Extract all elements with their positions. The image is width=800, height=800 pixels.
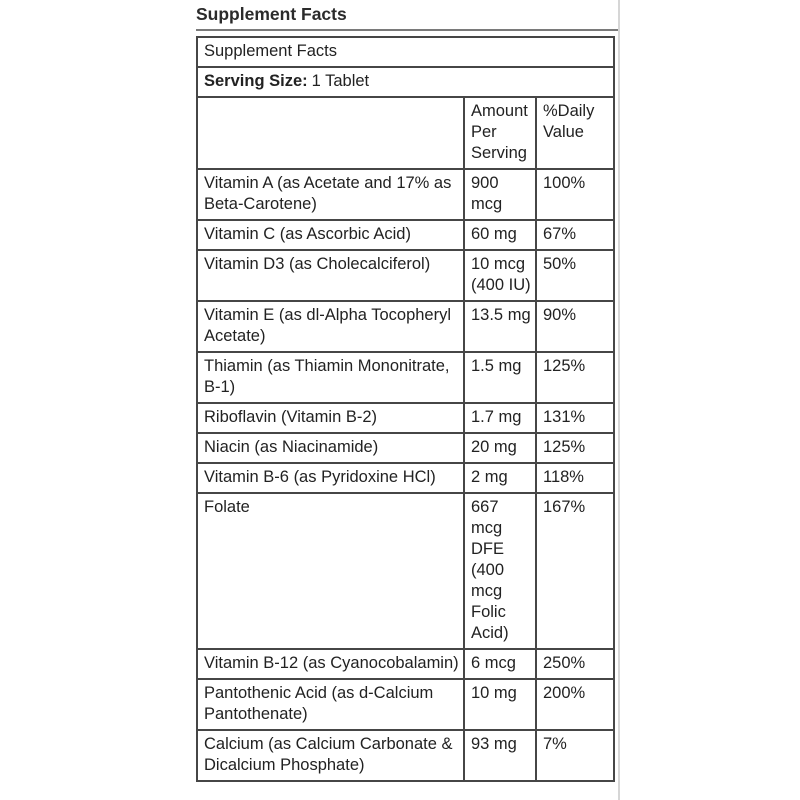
serving-size-value: 1 Tablet — [311, 72, 370, 90]
nutrient-name: Folate — [197, 493, 464, 649]
column-header-nutrient — [197, 97, 464, 169]
amount-per-serving: 10 mcg (400 IU) — [464, 250, 536, 301]
daily-value: 200% — [536, 679, 614, 730]
daily-value: 50% — [536, 250, 614, 301]
amount-per-serving: 667 mcg DFE (400 mcg Folic Acid) — [464, 493, 536, 649]
nutrient-name: Vitamin D3 (as Cholecalciferol) — [197, 250, 464, 301]
daily-value: 125% — [536, 352, 614, 403]
page-title: Supplement Facts — [196, 4, 347, 24]
amount-per-serving: 60 mg — [464, 220, 536, 250]
nutrient-name: Calcium (as Calcium Carbonate & Dicalcium Phosphate) — [197, 730, 464, 781]
table-row — [197, 169, 614, 220]
nutrient-name: Riboflavin (Vitamin B-2) — [197, 403, 464, 433]
daily-value: 167% — [536, 493, 614, 649]
table-row — [197, 679, 614, 730]
title-divider — [196, 29, 618, 31]
serving-size-cell — [197, 67, 614, 97]
daily-value: 90% — [536, 301, 614, 352]
table-row — [197, 403, 614, 433]
daily-value: 131% — [536, 403, 614, 433]
daily-value: 100% — [536, 169, 614, 220]
serving-size-row — [197, 67, 614, 97]
table-title-row — [197, 37, 614, 67]
nutrient-name: Niacin (as Niacinamide) — [197, 433, 464, 463]
nutrient-name: Vitamin B-12 (as Cyanocobalamin) — [197, 649, 464, 679]
table-row — [197, 352, 614, 403]
amount-per-serving: 10 mg — [464, 679, 536, 730]
nutrient-name: Vitamin E (as dl-Alpha Tocopheryl Acetate) — [197, 301, 464, 352]
table-row — [197, 220, 614, 250]
supplement-facts-table — [196, 36, 615, 782]
table-row — [197, 433, 614, 463]
amount-per-serving: 900 mcg — [464, 169, 536, 220]
amount-per-serving: 1.5 mg — [464, 352, 536, 403]
daily-value: 125% — [536, 433, 614, 463]
daily-value: 250% — [536, 649, 614, 679]
column-header-dv: %Daily Value — [536, 97, 614, 169]
column-header-amount: Amount Per Serving — [464, 97, 536, 169]
table-row — [197, 493, 614, 649]
content-column — [196, 0, 620, 800]
table-row — [197, 301, 614, 352]
column-header-row — [197, 97, 614, 169]
nutrient-name: Vitamin A (as Acetate and 17% as Beta-Carotene) — [197, 169, 464, 220]
nutrient-name: Vitamin B-6 (as Pyridoxine HCl) — [197, 463, 464, 493]
nutrient-name: Pantothenic Acid (as d-Calcium Pantothenate) — [197, 679, 464, 730]
table-title: Supplement Facts — [197, 37, 614, 67]
amount-per-serving: 13.5 mg — [464, 301, 536, 352]
nutrient-name: Vitamin C (as Ascorbic Acid) — [197, 220, 464, 250]
daily-value: 7% — [536, 730, 614, 781]
serving-size-label: Serving Size: — [204, 72, 308, 90]
amount-per-serving: 6 mcg — [464, 649, 536, 679]
amount-per-serving: 1.7 mg — [464, 403, 536, 433]
table-row — [197, 250, 614, 301]
supplement-facts-body — [197, 37, 614, 781]
nutrient-name: Thiamin (as Thiamin Mononitrate, B-1) — [197, 352, 464, 403]
table-row — [197, 730, 614, 781]
amount-per-serving: 20 mg — [464, 433, 536, 463]
daily-value: 67% — [536, 220, 614, 250]
amount-per-serving: 93 mg — [464, 730, 536, 781]
amount-per-serving: 2 mg — [464, 463, 536, 493]
table-row — [197, 463, 614, 493]
daily-value: 118% — [536, 463, 614, 493]
table-row — [197, 649, 614, 679]
